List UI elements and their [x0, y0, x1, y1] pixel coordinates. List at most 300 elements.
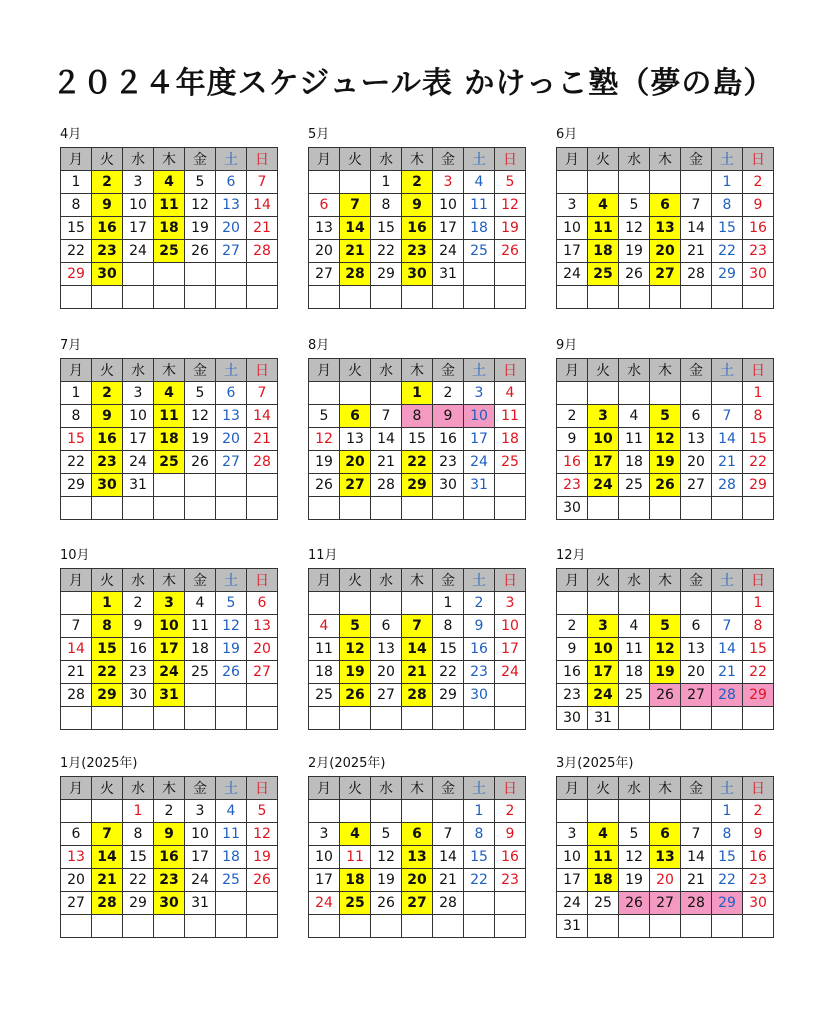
weekday-header: 木: [402, 569, 433, 592]
week-row: [309, 846, 526, 869]
day-cell: 5: [619, 823, 650, 846]
day-cell: 31: [464, 474, 495, 497]
week-row: [557, 592, 774, 615]
day-cell: 21: [61, 661, 92, 684]
day-cell: 10: [464, 405, 495, 428]
day-cell: [433, 707, 464, 730]
day-cell: [557, 171, 588, 194]
day-cell: 15: [92, 638, 123, 661]
day-cell: 14: [247, 405, 278, 428]
weekday-header: 日: [495, 569, 526, 592]
weekday-header: 金: [433, 569, 464, 592]
day-cell: 6: [650, 194, 681, 217]
day-cell: 5: [185, 171, 216, 194]
day-cell: [650, 592, 681, 615]
week-row: [309, 661, 526, 684]
day-cell: 14: [92, 846, 123, 869]
month-table: [556, 776, 774, 938]
day-cell: 22: [92, 661, 123, 684]
weekday-header: 木: [154, 148, 185, 171]
week-row: [61, 638, 278, 661]
day-cell: 2: [433, 382, 464, 405]
day-cell: 2: [154, 800, 185, 823]
day-cell: 27: [247, 661, 278, 684]
day-cell: 19: [216, 638, 247, 661]
day-cell: 12: [185, 194, 216, 217]
day-cell: [557, 592, 588, 615]
week-row: [61, 800, 278, 823]
day-cell: [340, 800, 371, 823]
week-row: [309, 382, 526, 405]
day-cell: [495, 684, 526, 707]
day-cell: 6: [650, 823, 681, 846]
day-cell: [619, 800, 650, 823]
day-cell: 3: [433, 171, 464, 194]
day-cell: [464, 497, 495, 520]
day-cell: [123, 915, 154, 938]
day-cell: 23: [92, 240, 123, 263]
day-cell: [92, 800, 123, 823]
week-row: [309, 240, 526, 263]
week-row: [61, 846, 278, 869]
day-cell: 31: [123, 474, 154, 497]
day-cell: 24: [154, 661, 185, 684]
week-row: [557, 615, 774, 638]
day-cell: [61, 915, 92, 938]
day-cell: [247, 286, 278, 309]
day-cell: [340, 382, 371, 405]
weekday-header: 金: [681, 569, 712, 592]
weekday-header-row: [557, 569, 774, 592]
day-cell: 17: [588, 661, 619, 684]
week-row: [557, 405, 774, 428]
day-cell: [464, 286, 495, 309]
day-cell: 12: [650, 638, 681, 661]
week-row: [61, 707, 278, 730]
weekday-header: 月: [61, 148, 92, 171]
day-cell: [123, 286, 154, 309]
day-cell: [309, 800, 340, 823]
day-cell: 27: [371, 684, 402, 707]
day-cell: [619, 592, 650, 615]
day-cell: 6: [402, 823, 433, 846]
day-cell: 28: [712, 684, 743, 707]
day-cell: 16: [557, 451, 588, 474]
day-cell: 8: [61, 194, 92, 217]
day-cell: [185, 497, 216, 520]
day-cell: 2: [464, 592, 495, 615]
day-cell: 14: [61, 638, 92, 661]
week-row: [309, 638, 526, 661]
day-cell: 26: [216, 661, 247, 684]
day-cell: [216, 263, 247, 286]
day-cell: [309, 286, 340, 309]
day-cell: [588, 800, 619, 823]
day-cell: [464, 915, 495, 938]
month-table: [556, 147, 774, 309]
weekday-header: 木: [402, 777, 433, 800]
weekday-header: 木: [650, 359, 681, 382]
day-cell: [61, 497, 92, 520]
day-cell: 5: [185, 382, 216, 405]
day-cell: [402, 286, 433, 309]
day-cell: 28: [61, 684, 92, 707]
month-label: 10月: [60, 548, 90, 563]
day-cell: 5: [216, 592, 247, 615]
day-cell: [154, 286, 185, 309]
week-row: [309, 592, 526, 615]
day-cell: 26: [650, 684, 681, 707]
day-cell: 19: [371, 869, 402, 892]
day-cell: 23: [464, 661, 495, 684]
week-row: [309, 474, 526, 497]
day-cell: 21: [247, 428, 278, 451]
day-cell: 28: [247, 240, 278, 263]
weekday-header: 金: [185, 148, 216, 171]
week-row: [557, 638, 774, 661]
week-row: [61, 823, 278, 846]
weekday-header: 土: [464, 148, 495, 171]
day-cell: 28: [681, 263, 712, 286]
day-cell: [681, 171, 712, 194]
day-cell: 25: [340, 892, 371, 915]
week-row: [557, 382, 774, 405]
weekday-header: 土: [712, 148, 743, 171]
weekday-header: 金: [185, 359, 216, 382]
day-cell: [588, 286, 619, 309]
day-cell: [557, 382, 588, 405]
day-cell: 25: [154, 240, 185, 263]
day-cell: 6: [61, 823, 92, 846]
weekday-header: 日: [495, 359, 526, 382]
day-cell: 29: [712, 263, 743, 286]
day-cell: 6: [247, 592, 278, 615]
day-cell: 9: [154, 823, 185, 846]
day-cell: 8: [92, 615, 123, 638]
day-cell: [588, 497, 619, 520]
day-cell: [681, 592, 712, 615]
day-cell: 17: [433, 217, 464, 240]
week-row: [557, 286, 774, 309]
day-cell: 20: [650, 869, 681, 892]
weekday-header-row: [309, 569, 526, 592]
day-cell: 18: [154, 428, 185, 451]
week-row: [309, 707, 526, 730]
day-cell: 19: [340, 661, 371, 684]
day-cell: 29: [743, 474, 774, 497]
weekday-header: 水: [371, 569, 402, 592]
day-cell: 25: [185, 661, 216, 684]
week-row: [557, 915, 774, 938]
day-cell: 5: [650, 615, 681, 638]
day-cell: 24: [433, 240, 464, 263]
day-cell: 7: [247, 382, 278, 405]
day-cell: 9: [743, 823, 774, 846]
day-cell: 14: [681, 846, 712, 869]
day-cell: 26: [650, 474, 681, 497]
day-cell: 7: [61, 615, 92, 638]
day-cell: 8: [712, 823, 743, 846]
week-row: [557, 707, 774, 730]
weekday-header: 水: [619, 148, 650, 171]
day-cell: 3: [123, 171, 154, 194]
day-cell: 30: [743, 892, 774, 915]
day-cell: 3: [464, 382, 495, 405]
weekday-header: 日: [247, 569, 278, 592]
day-cell: 25: [495, 451, 526, 474]
day-cell: [681, 382, 712, 405]
day-cell: 26: [309, 474, 340, 497]
day-cell: 12: [340, 638, 371, 661]
day-cell: [92, 707, 123, 730]
day-cell: 18: [185, 638, 216, 661]
week-row: [557, 684, 774, 707]
weekday-header: 土: [216, 148, 247, 171]
weekday-header: 水: [123, 777, 154, 800]
day-cell: [154, 474, 185, 497]
day-cell: 10: [309, 846, 340, 869]
day-cell: 11: [495, 405, 526, 428]
weekday-header: 日: [743, 569, 774, 592]
day-cell: [340, 707, 371, 730]
weekday-header: 土: [216, 359, 247, 382]
day-cell: 5: [340, 615, 371, 638]
day-cell: [681, 497, 712, 520]
weekday-header: 金: [433, 777, 464, 800]
week-row: [557, 240, 774, 263]
day-cell: 8: [402, 405, 433, 428]
week-row: [61, 240, 278, 263]
day-cell: 22: [712, 240, 743, 263]
day-cell: 8: [464, 823, 495, 846]
weekday-header-row: [557, 359, 774, 382]
weekday-header-row: [309, 148, 526, 171]
weekday-header: 日: [247, 148, 278, 171]
day-cell: 2: [92, 382, 123, 405]
day-cell: 9: [433, 405, 464, 428]
week-row: [557, 194, 774, 217]
day-cell: 16: [92, 217, 123, 240]
day-cell: 9: [557, 428, 588, 451]
weekday-header: 水: [371, 359, 402, 382]
day-cell: 18: [154, 217, 185, 240]
weekday-header-row: [61, 148, 278, 171]
day-cell: 1: [92, 592, 123, 615]
day-cell: [309, 171, 340, 194]
day-cell: 4: [464, 171, 495, 194]
day-cell: 24: [495, 661, 526, 684]
day-cell: 26: [619, 892, 650, 915]
day-cell: 23: [557, 684, 588, 707]
day-cell: 2: [743, 171, 774, 194]
day-cell: [309, 382, 340, 405]
day-cell: 8: [743, 405, 774, 428]
day-cell: 12: [650, 428, 681, 451]
week-row: [557, 171, 774, 194]
week-row: [557, 823, 774, 846]
weekday-header: 木: [154, 569, 185, 592]
day-cell: 4: [619, 615, 650, 638]
week-row: [309, 451, 526, 474]
weekday-header: 木: [650, 148, 681, 171]
weekday-header: 月: [557, 569, 588, 592]
weekday-header: 水: [123, 148, 154, 171]
day-cell: [588, 171, 619, 194]
day-cell: 11: [588, 846, 619, 869]
day-cell: [433, 915, 464, 938]
week-row: [309, 428, 526, 451]
day-cell: [247, 263, 278, 286]
week-row: [61, 405, 278, 428]
day-cell: 7: [681, 823, 712, 846]
day-cell: 1: [371, 171, 402, 194]
day-cell: 18: [309, 661, 340, 684]
day-cell: 9: [123, 615, 154, 638]
day-cell: 16: [92, 428, 123, 451]
day-cell: 22: [712, 869, 743, 892]
day-cell: 30: [433, 474, 464, 497]
day-cell: 16: [154, 846, 185, 869]
day-cell: 8: [61, 405, 92, 428]
day-cell: [464, 263, 495, 286]
day-cell: 1: [61, 171, 92, 194]
day-cell: 21: [681, 869, 712, 892]
day-cell: 19: [309, 451, 340, 474]
day-cell: [309, 707, 340, 730]
day-cell: 28: [712, 474, 743, 497]
weekday-header: 水: [371, 777, 402, 800]
day-cell: 24: [123, 451, 154, 474]
day-cell: 29: [61, 474, 92, 497]
day-cell: 9: [92, 194, 123, 217]
weekday-header: 土: [216, 777, 247, 800]
day-cell: 22: [402, 451, 433, 474]
day-cell: 24: [557, 263, 588, 286]
day-cell: 2: [92, 171, 123, 194]
weekday-header: 火: [340, 569, 371, 592]
weekday-header: 水: [619, 569, 650, 592]
weekday-header: 日: [743, 359, 774, 382]
day-cell: 16: [433, 428, 464, 451]
day-cell: 7: [402, 615, 433, 638]
day-cell: 15: [712, 217, 743, 240]
day-cell: 5: [309, 405, 340, 428]
day-cell: 31: [557, 915, 588, 938]
day-cell: 13: [247, 615, 278, 638]
day-cell: 14: [371, 428, 402, 451]
day-cell: 18: [495, 428, 526, 451]
day-cell: [433, 497, 464, 520]
day-cell: 15: [61, 217, 92, 240]
week-row: [309, 263, 526, 286]
day-cell: [371, 592, 402, 615]
day-cell: [650, 497, 681, 520]
month-table: [60, 147, 278, 309]
day-cell: 23: [92, 451, 123, 474]
day-cell: 1: [712, 171, 743, 194]
day-cell: [681, 915, 712, 938]
day-cell: 18: [588, 240, 619, 263]
day-cell: 2: [557, 615, 588, 638]
day-cell: [216, 286, 247, 309]
day-cell: [340, 286, 371, 309]
day-cell: 20: [402, 869, 433, 892]
day-cell: 4: [185, 592, 216, 615]
week-row: [309, 194, 526, 217]
week-row: [309, 915, 526, 938]
day-cell: [61, 707, 92, 730]
day-cell: [371, 382, 402, 405]
weekday-header: 火: [340, 777, 371, 800]
day-cell: [154, 915, 185, 938]
weekday-header: 月: [309, 777, 340, 800]
day-cell: 5: [371, 823, 402, 846]
day-cell: 21: [92, 869, 123, 892]
day-cell: [681, 800, 712, 823]
day-cell: 21: [433, 869, 464, 892]
week-row: [309, 823, 526, 846]
day-cell: [588, 592, 619, 615]
day-cell: 13: [650, 217, 681, 240]
day-cell: 10: [495, 615, 526, 638]
day-cell: [712, 707, 743, 730]
week-row: [557, 474, 774, 497]
day-cell: [154, 263, 185, 286]
weekday-header: 月: [557, 359, 588, 382]
day-cell: 4: [154, 171, 185, 194]
day-cell: [712, 497, 743, 520]
day-cell: 17: [309, 869, 340, 892]
weekday-header: 月: [309, 148, 340, 171]
day-cell: 11: [154, 194, 185, 217]
weekday-header: 木: [650, 777, 681, 800]
day-cell: 19: [185, 217, 216, 240]
day-cell: 18: [216, 846, 247, 869]
day-cell: 22: [464, 869, 495, 892]
day-cell: [619, 497, 650, 520]
day-cell: 27: [402, 892, 433, 915]
day-cell: 20: [216, 428, 247, 451]
week-row: [557, 497, 774, 520]
week-row: [309, 171, 526, 194]
day-cell: 17: [154, 638, 185, 661]
day-cell: 22: [61, 240, 92, 263]
day-cell: 16: [402, 217, 433, 240]
day-cell: 1: [743, 592, 774, 615]
day-cell: [681, 707, 712, 730]
day-cell: 26: [495, 240, 526, 263]
day-cell: 19: [650, 451, 681, 474]
month-table: [556, 568, 774, 730]
day-cell: 14: [712, 428, 743, 451]
week-row: [309, 869, 526, 892]
day-cell: 29: [433, 684, 464, 707]
day-cell: 27: [681, 684, 712, 707]
day-cell: 10: [154, 615, 185, 638]
day-cell: 31: [185, 892, 216, 915]
month-table: [308, 776, 526, 938]
day-cell: 22: [61, 451, 92, 474]
weekday-header: 月: [61, 359, 92, 382]
day-cell: [247, 684, 278, 707]
weekday-header-row: [309, 777, 526, 800]
week-row: [557, 428, 774, 451]
day-cell: 10: [433, 194, 464, 217]
day-cell: [743, 707, 774, 730]
week-row: [61, 497, 278, 520]
day-cell: 20: [650, 240, 681, 263]
day-cell: 22: [743, 661, 774, 684]
